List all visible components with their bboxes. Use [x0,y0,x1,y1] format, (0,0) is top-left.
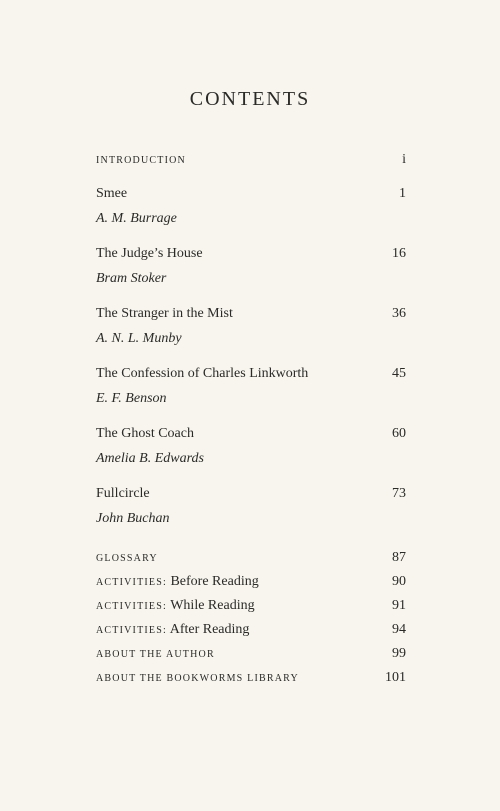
activities-prefix: ACTIVITIES: [96,625,167,636]
toc-entry-story [96,306,406,328]
toc-entry-story [96,186,406,208]
toc-entry-label: ABOUT THE BOOKWORMS LIBRARY [96,673,299,684]
toc-entry-label [96,598,255,614]
activities-prefix: ACTIVITIES: [96,577,167,588]
story-author: A. N. L. Munby [96,331,182,346]
toc-page-number: 87 [392,550,406,565]
story-author: John Buchan [96,511,170,526]
toc-page-number: 73 [392,486,406,501]
story-author: Amelia B. Edwards [96,451,204,466]
toc-entry-label [96,574,259,590]
toc-page-number: i [402,152,406,167]
toc-entry-story [96,246,406,268]
toc-entry-label: ABOUT THE AUTHOR [96,649,215,660]
toc-entry-label [96,622,249,638]
story-title: The Ghost Coach [96,426,194,441]
page-title: CONTENTS [189,88,311,110]
toc-entry-story [96,366,406,388]
toc-page-number: 36 [392,306,406,321]
story-title: Fullcircle [96,486,150,501]
story-title: The Stranger in the Mist [96,306,233,321]
toc-page-number: 1 [399,186,406,201]
story-title: Smee [96,186,128,201]
toc-entry-story [96,426,406,448]
toc-entry-glossary [96,550,406,572]
activities-label: After Reading [169,622,250,637]
toc-entry-label: INTRODUCTION [96,155,186,166]
toc-entry-about-library [96,670,406,692]
toc-entry-activities-before [96,574,406,596]
activities-prefix: ACTIVITIES: [96,601,167,612]
toc-page-number: 90 [392,574,406,589]
toc-page-number: 60 [392,426,406,441]
story-author: A. M. Burrage [96,211,177,226]
toc-page-number: 99 [392,646,406,661]
toc-entry-activities-while [96,598,406,620]
story-title: The Judge’s House [96,246,203,261]
toc-page-number: 94 [392,622,406,637]
toc-entry-introduction [96,152,406,174]
activities-label: Before Reading [170,574,259,589]
toc-page-number: 45 [392,366,406,381]
toc-entry-story [96,486,406,508]
toc-page-number: 101 [385,670,406,685]
toc-entry-activities-after [96,622,406,644]
story-author: E. F. Benson [96,391,167,406]
activities-label: While Reading [170,598,255,613]
story-author: Bram Stoker [96,271,167,286]
story-title: The Confession of Charles Linkworth [96,366,309,381]
toc-page-number: 91 [392,598,406,613]
toc-page-number: 16 [392,246,406,261]
toc-entry-about-author [96,646,406,668]
toc-entry-label: GLOSSARY [96,553,158,564]
